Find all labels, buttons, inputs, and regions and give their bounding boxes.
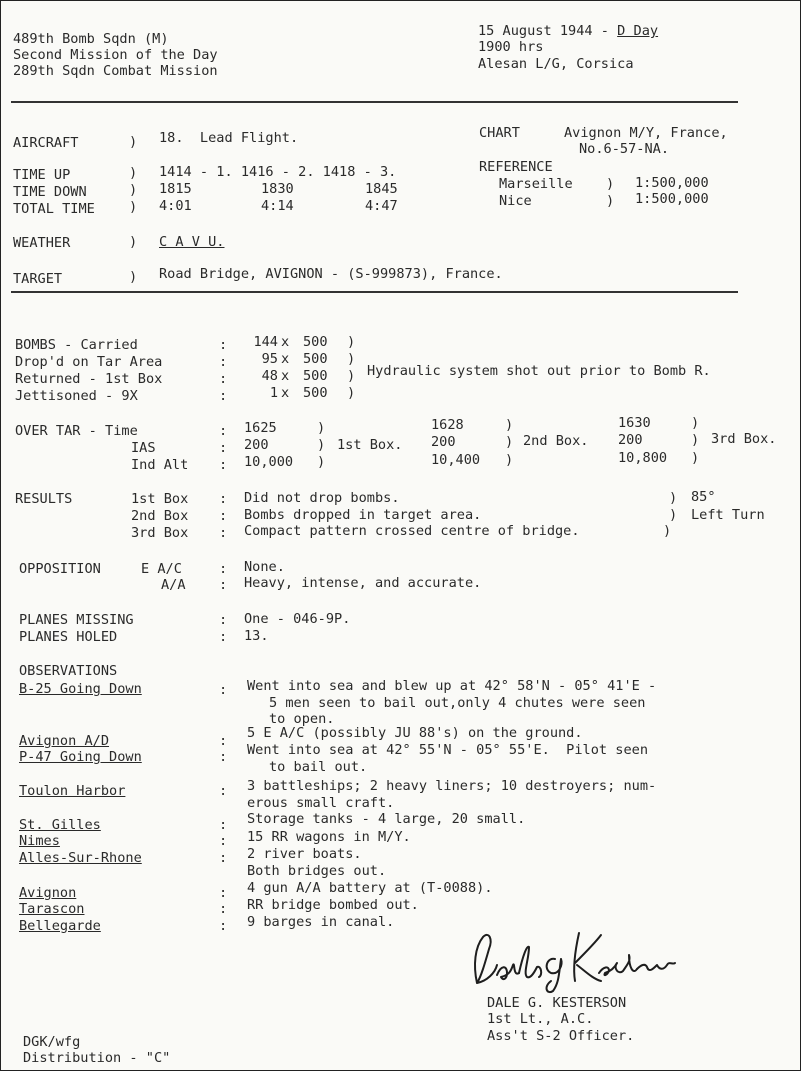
aircraft-value: 18. Lead Flight.: [159, 130, 299, 146]
bombs-size-2: 500: [303, 351, 328, 367]
results-box-3: 3rd Box: [131, 525, 189, 541]
time-up-label: TIME UP: [13, 167, 71, 183]
obs-tarascon-colon: :: [219, 901, 228, 917]
time-down-3: 1845: [365, 181, 398, 197]
obs-toulon-line-2: erous small craft.: [247, 795, 395, 811]
obs-avignon-text: 4 gun A/A battery at (T-0088).: [247, 880, 493, 896]
opposition-colon-1: :: [219, 561, 228, 577]
box2-time: 1628: [431, 417, 464, 433]
obs-alles-line-1: 2 river boats.: [247, 846, 362, 862]
section-divider: [11, 291, 738, 293]
box3-paren-3: ): [691, 450, 700, 466]
box2-paren-1: ): [505, 417, 514, 433]
results-turn-direction: Left Turn: [691, 507, 765, 523]
bombs-returned-label: Returned - 1st Box: [15, 371, 163, 387]
bombs-carried-label: BOMBS - Carried: [15, 337, 138, 353]
bombs-paren-4: ): [347, 385, 356, 401]
mission-of-day: Second Mission of the Day: [13, 47, 218, 63]
obs-nimes-text: 15 RR wagons in M/Y.: [247, 829, 411, 845]
bombs-x-2: x: [281, 351, 290, 367]
obs-b25-line-3: to open.: [269, 711, 335, 727]
chart-line-2: No.6-57-NA.: [579, 141, 670, 157]
box2-paren-2: ): [505, 434, 514, 450]
obs-toulon-label: Toulon Harbor: [19, 783, 126, 799]
bombs-colon-4: :: [219, 388, 228, 404]
planes-colon-2: :: [219, 629, 228, 645]
time-down-1: 1815: [159, 181, 192, 197]
time-down-2: 1830: [261, 181, 294, 197]
reference-paren-1: ): [606, 176, 615, 192]
bombs-size-4: 500: [303, 385, 328, 401]
box3-ias: 200: [618, 432, 643, 448]
signatory-title: Ass't S-2 Officer.: [487, 1028, 635, 1044]
results-box-1: 1st Box: [131, 491, 189, 507]
handwritten-signature: [463, 925, 683, 995]
obs-gilles-text: Storage tanks - 4 large, 20 small.: [247, 811, 526, 827]
bombs-carried-count: 144: [253, 334, 278, 350]
obs-avignon-ad-colon: :: [219, 733, 228, 749]
opposition-colon-2: :: [219, 577, 228, 593]
box2-paren-3: ): [505, 452, 514, 468]
box1-ias: 200: [244, 437, 269, 453]
results-text-3: Compact pattern crossed centre of bridge.: [244, 523, 580, 539]
bombs-dropped-count: 95: [261, 351, 278, 367]
results-colon-2: :: [219, 508, 228, 524]
weather-value: C A V U.: [159, 234, 225, 250]
footer-distribution: Distribution - "C": [23, 1050, 171, 1066]
results-turn-degrees: 85°: [691, 489, 716, 505]
obs-tarascon-text: RR bridge bombed out.: [247, 897, 419, 913]
box2-label: 2nd Box.: [523, 433, 589, 449]
box3-paren-2: ): [691, 432, 700, 448]
results-paren-1: ): [669, 490, 678, 506]
bombs-colon-1: :: [219, 337, 228, 353]
box3-alt: 10,800: [618, 450, 668, 466]
bombs-jettisoned-count: 1: [269, 385, 278, 401]
obs-bellegarde-label: Bellegarde: [19, 918, 101, 934]
bombs-returned-count: 48: [261, 368, 278, 384]
weather-paren: ): [129, 234, 138, 250]
obs-alles-colon: :: [219, 850, 228, 866]
over-tar-ias-label: IAS: [131, 440, 156, 456]
obs-bellegarde-colon: :: [219, 918, 228, 934]
report-time: 1900 hrs: [478, 39, 544, 55]
squadron-mission-number: 289th Sqdn Combat Mission: [13, 63, 218, 79]
results-colon-1: :: [219, 491, 228, 507]
box2-ias: 200: [431, 434, 456, 450]
over-tar-colon-3: :: [219, 457, 228, 473]
planes-holed-label: PLANES HOLED: [19, 629, 118, 645]
obs-p47-label: P-47 Going Down: [19, 749, 142, 765]
time-paren-1: ): [129, 165, 138, 181]
obs-toulon-line-1: 3 battleships; 2 heavy liners; 10 destroyers; num-: [247, 778, 657, 794]
obs-gilles-colon: :: [219, 817, 228, 833]
results-text-1: Did not drop bombs.: [244, 490, 400, 506]
over-tar-colon-1: :: [219, 423, 228, 439]
obs-nimes-colon: :: [219, 833, 228, 849]
footer-initials: DGK/wfg: [23, 1034, 81, 1050]
signatory-name: DALE G. KESTERSON: [487, 995, 627, 1011]
chart-line-1: Avignon M/Y, France,: [564, 125, 728, 141]
report-location: Alesan L/G, Corsica: [478, 56, 634, 72]
opposition-label: OPPOSITION: [19, 561, 101, 577]
bombs-paren-1: ): [347, 334, 356, 350]
planes-colon-1: :: [219, 612, 228, 628]
reference-marseille-scale: 1:500,000: [635, 175, 709, 191]
bombs-paren-2: ): [347, 351, 356, 367]
signatory-rank: 1st Lt., A.C.: [487, 1011, 594, 1027]
box1-alt: 10,000: [244, 454, 294, 470]
box1-label: 1st Box.: [337, 437, 403, 453]
obs-avignon-label: Avignon: [19, 885, 77, 901]
header-divider: [11, 101, 738, 103]
box1-paren-1: ): [317, 420, 326, 436]
time-paren-2: ): [129, 182, 138, 198]
bombs-dropped-label: Drop'd on Tar Area: [15, 354, 163, 370]
obs-tarascon-label: Tarascon: [19, 901, 85, 917]
box3-time: 1630: [618, 415, 651, 431]
target-label: TARGET: [13, 271, 63, 287]
over-tar-alt-label: Ind Alt: [131, 457, 189, 473]
over-tar-colon-2: :: [219, 440, 228, 456]
bombs-jettisoned-label: Jettisoned - 9X: [15, 388, 138, 404]
box3-paren-1: ): [691, 415, 700, 431]
aircraft-label: AIRCRAFT: [13, 135, 79, 151]
box1-paren-3: ): [317, 454, 326, 470]
obs-avignon-ad-text: 5 E A/C (possibly JU 88's) on the ground.: [247, 725, 583, 741]
reference-nice-scale: 1:500,000: [635, 191, 709, 207]
obs-p47-line-1: Went into sea at 42° 55'N - 05° 55'E. Pilot seen: [247, 742, 649, 758]
box2-alt: 10,400: [431, 452, 481, 468]
obs-alles-label: Alles-Sur-Rhone: [19, 850, 142, 866]
opposition-aa-value: Heavy, intense, and accurate.: [244, 575, 482, 591]
bombs-x-1: x: [281, 334, 290, 350]
bombs-paren-3: ): [347, 368, 356, 384]
target-value: Road Bridge, AVIGNON - (S-999873), France.: [159, 266, 503, 282]
total-time-3: 4:47: [365, 198, 398, 214]
results-label: RESULTS: [15, 491, 73, 507]
results-paren-2: ): [669, 507, 678, 523]
over-tar-time-label: OVER TAR - Time: [15, 423, 138, 439]
obs-alles-line-2: Both bridges out.: [247, 863, 387, 879]
obs-b25-label: B-25 Going Down: [19, 681, 142, 697]
total-time-label: TOTAL TIME: [13, 201, 95, 217]
bombs-note: Hydraulic system shot out prior to Bomb R.: [367, 363, 711, 379]
results-text-2: Bombs dropped in target area.: [244, 507, 482, 523]
aircraft-paren: ): [129, 134, 138, 150]
d-day-label: D Day: [617, 23, 659, 39]
box1-paren-2: ): [317, 437, 326, 453]
obs-b25-colon: :: [219, 682, 228, 698]
time-down-label: TIME DOWN: [13, 184, 87, 200]
reference-label: REFERENCE: [479, 159, 553, 175]
bombs-x-4: x: [281, 385, 290, 401]
squadron-name: 489th Bomb Sqdn (M): [13, 31, 169, 47]
obs-b25-line-1: Went into sea and blew up at 42° 58'N - 05° 41'E -: [247, 678, 657, 694]
planes-missing-label: PLANES MISSING: [19, 612, 134, 628]
obs-b25-line-2: 5 men seen to bail out,only 4 chutes were seen: [269, 695, 646, 711]
obs-toulon-colon: :: [219, 783, 228, 799]
bombs-colon-3: :: [219, 371, 228, 387]
opposition-ea-value: None.: [244, 559, 285, 575]
box3-label: 3rd Box.: [711, 431, 777, 447]
total-time-2: 4:14: [261, 198, 294, 214]
reference-nice: Nice: [499, 193, 532, 209]
obs-nimes-label: Nimes: [19, 833, 60, 849]
reference-paren-2: ): [606, 193, 615, 209]
obs-avignon-colon: :: [219, 885, 228, 901]
results-box-2: 2nd Box: [131, 508, 189, 524]
obs-bellegarde-text: 9 barges in canal.: [247, 914, 395, 930]
bombs-size-3: 500: [303, 368, 328, 384]
box1-time: 1625: [244, 420, 277, 436]
results-paren-3: ): [663, 523, 672, 539]
results-colon-3: :: [219, 525, 228, 541]
planes-missing-value: One - 046-9P.: [244, 611, 351, 627]
obs-p47-colon: :: [219, 749, 228, 765]
report-date: [478, 23, 658, 39]
obs-avignon-ad-label: Avignon A/D: [19, 733, 110, 749]
weather-label: WEATHER: [13, 235, 71, 251]
bombs-colon-2: :: [219, 354, 228, 370]
opposition-aa-label: A/A: [161, 577, 186, 593]
planes-holed-value: 13.: [244, 628, 269, 644]
observations-heading: OBSERVATIONS: [19, 663, 118, 679]
obs-p47-line-2: to bail out.: [269, 759, 368, 775]
reference-marseille: Marseille: [499, 176, 573, 192]
chart-label: CHART: [479, 125, 520, 141]
bombs-x-3: x: [281, 368, 290, 384]
bombs-size-1: 500: [303, 334, 328, 350]
obs-gilles-label: St. Gilles: [19, 817, 101, 833]
target-paren: ): [129, 269, 138, 285]
opposition-ea-label: E A/C: [141, 561, 182, 577]
time-up-values: 1414 - 1. 1416 - 2. 1418 - 3.: [159, 164, 397, 180]
total-time-1: 4:01: [159, 198, 192, 214]
time-paren-3: ): [129, 199, 138, 215]
date-text: 15 August 1944 -: [478, 23, 618, 39]
